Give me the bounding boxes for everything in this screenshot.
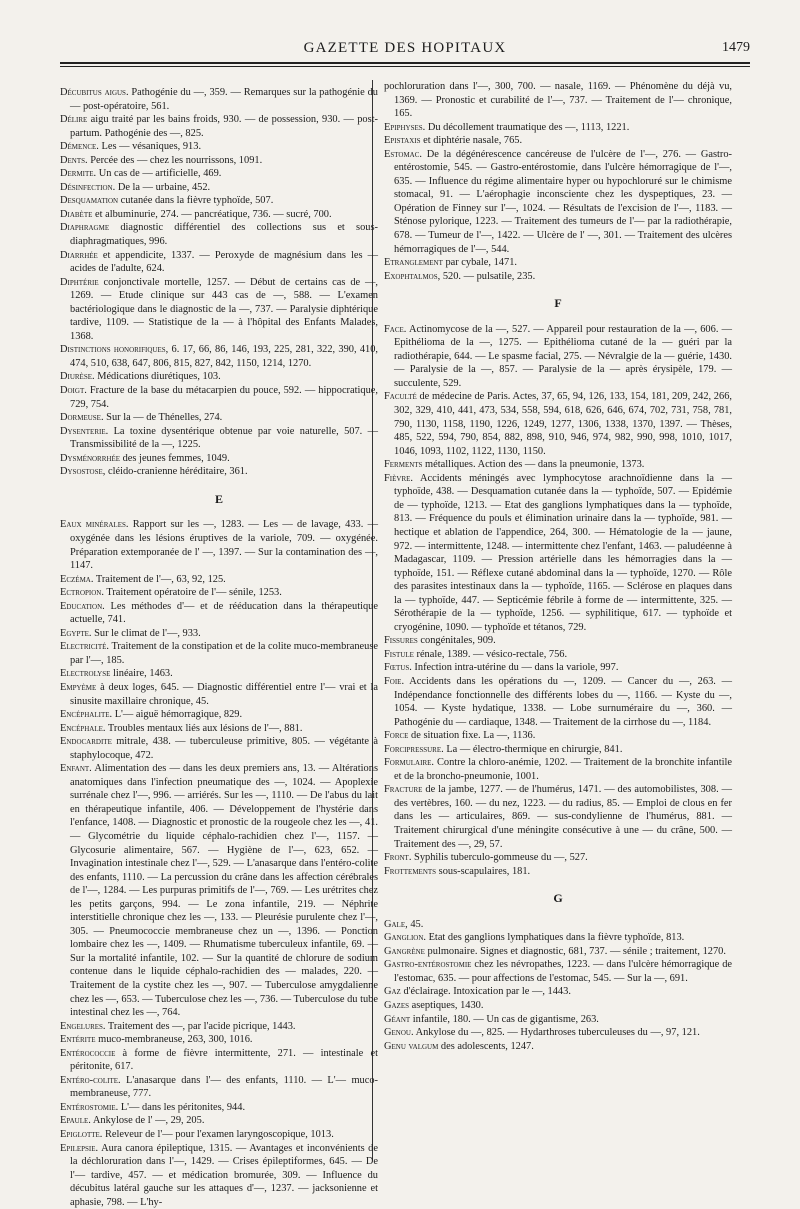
entry-term: Estomac. [384,148,422,160]
entry-text: De la dégénérescence cancéreuse de l'ulcère de l'—, 276. — Gastro-entérostomie, 545. — Gastro-entérostomie, dans l'ulcère hémorragique de l'—, 635. — Influence du régime alimentaire hyper ou hypochloruré sur le chimisme stomacal, 91. — L'aérophagie inconsciente chez les dyspeptiques, 23. — Opération de Finney sur l'—, 1024. — Résultats de l'excision de l'—, 1183. — Sténose pylorique, 1223. — Traitement des tumeurs de l'— par la radiothérapie, 678. — Tumeur de l'—, 1422. — Ulcère de l' —, 301. — Traitement des ulcères hémorragiques de l'—, 544. [394,148,732,255]
page-header [60,38,750,64]
index-entry [60,573,378,587]
entry-text: chez les névropathes, 1223. — dans l'ulcère hémorragique de l'estomac, 635. — pour affections de l'estomac, 545. — Sur la —, 691. [394,959,732,984]
index-entry [60,1020,378,1034]
index-entry [60,681,378,708]
entry-text: muco-membraneuse, 263, 300, 1016. [95,1034,253,1046]
entry-term: Encéphalite. [60,709,113,721]
entry-term: Encéphale. [60,722,106,734]
index-entry [384,148,732,256]
entry-term: Epistaxis [384,135,421,147]
entry-term: Dysenterie. [60,425,109,437]
entries-e [60,518,378,1209]
entry-text: mitrale, 438. — tuberculeuse primitive, 805. — végétante à staphylocoque, 472. [70,736,378,761]
index-entry [384,121,732,135]
index-entry [384,472,732,635]
entries-d [60,86,378,479]
index-entry [60,722,378,736]
index-entry [384,634,732,648]
index-entry [384,851,732,865]
entry-text: diagnostic différentiel des collections sus et sous-diaphragmatiques, 996. [70,222,378,248]
entry-term: Entérite [60,1034,96,1046]
entry-term: Epilepsie. [60,1142,99,1154]
index-entry [60,1033,378,1047]
left-column [60,86,378,1209]
entry-term: Epaule. [60,1115,91,1127]
entry-text: L'— aiguë hémorragique, 829. [112,709,243,721]
entry-text: 520. — pulsatile, 235. [440,270,536,282]
entry-text: aigu traité par les bains froids, 930. — de possession, 930. — post-partum. Pathogénie des —, 825. [70,114,378,139]
index-entry [60,1074,378,1101]
entry-text: La — électro-thermique en chirurgie, 841. [443,743,623,755]
section-letter-e: E [214,491,223,506]
entry-term: Entérostomie. [60,1101,119,1113]
index-entry [60,384,378,411]
entry-term: Engelures. [60,1020,106,1032]
entry-term: Education. [60,600,105,612]
entry-term: Fistule [384,648,414,660]
entry-text: Rapport sur les —, 1283. — Les — de lavage, 433. — oxygénée dans les lésions éruptives de la variole, 709. — oxygénée. Préparation extemporanée de l' —, 1397. — Sur la contamination des —, 1147. [70,519,378,572]
index-entry [384,458,732,472]
index-entry [384,390,732,458]
index-entry [384,1026,732,1040]
index-entry [60,518,378,572]
index-entry [384,945,732,959]
entry-term: Empyème [60,681,97,693]
index-entry [384,729,732,743]
entry-term: Gazes [384,1000,410,1011]
index-entry [60,425,378,452]
index-entry [60,167,378,181]
index-entry [60,762,378,1019]
entry-term: Fissures [384,635,418,647]
entry-text: aseptiques, 1430. [409,1000,484,1011]
entry-term: Egypte. [60,627,92,639]
entry-term: Electrolyse [60,668,111,680]
entry-text: 6. 17, 66, 86, 146, 193, 225, 281, 322, 390, 410, 474, 510, 638, 647, 806, 815, 827, 842, 1150, 1214, 1270. [70,344,378,369]
entry-text: Médications diurétiques, 103. [94,371,221,383]
entry-term: Force [384,730,409,742]
index-entry [384,865,732,879]
entry-term: Genou. [384,1027,414,1039]
index-entry [60,154,378,168]
entry-text: de médecine de Paris. Actes, 37, 65, 94, 126, 133, 154, 181, 209, 242, 266, 302, 329, 410, 441, 473, 534, 558, 594, 618, 626, 646, 674, 702, 731, 758, 781, 790, 1130, 1158, 1190, 1226, 1249, 1277, 1306, 1338, 1370, 1397. — Thèses, 485, 522, 594, 790, 854, 882, 898, 910, 946, 974, 982, 990, 998, 1010, 1017, 1046, 1093, 1102, 1122, 1130, 1150. [394,391,732,457]
index-entry [60,343,378,370]
entry-term: Entéro-colite. [60,1074,121,1086]
entry-text: par cybale, 1471. [442,257,517,269]
index-entry [60,140,378,154]
index-entry [384,931,732,945]
entry-term: Epiphyses. [384,121,426,133]
entry-term: Gaz [384,986,401,998]
entry-term: Epiglotte. [60,1129,103,1141]
entry-text: cutanée dans la fièvre typhoïde, 507. [118,195,274,207]
entry-term: Ganglion. [384,932,426,944]
index-entry [384,675,732,729]
entry-text: 45. [407,918,424,930]
entry-text: Releveur de l'— pour l'examen laryngoscopique, 1013. [102,1129,334,1141]
entry-term: Dysménorrhée [60,452,121,464]
entry-text: infantile, 180. — Un cas de gigantisme, 263. [410,1013,599,1025]
index-entry [60,627,378,641]
index-entry [60,708,378,722]
entry-term: Gangrène [384,945,425,957]
entry-text: Accidents méningés avec lymphocytose arachnoïdienne dans la — typhoïde, 438. — Desquamation cutanée dans la — typhoïde, 507. — Epidémie de — typhoïde, 1213. — Etat des ganglions lymphatiques dans la — typhoïde, 813. — Fréquence du pouls et élimination urinaire dans la — typhoïde, 981. — hectique et ablation de l'appendice, 264, 300. — Hématologie de la — jaune, 972. — intermittente, 1248. — intermittente chez l'enfant, 1463. — paludéenne à Madagascar, 1109. — Pression artérielle dans les hémorragies dans la — typhoïde, 151. — Réflexe cutané abdominal dans la — typhoïde, 1270. — Rôle des parasites intestinaux dans la — typhoïde, 1165. — Sclérose en plaques dans la — typhoïde, 447. — Septicémie fébrile à forme de — intermittente, 325. — Sérothérapie de la — typhoïde, 1256. — syphilitique, 617. — typhoïde et cryogénine, 1090. — typhoïde et tétanos, 729. [394,472,732,633]
entry-text: linéaire, 1463. [110,668,173,680]
index-entry [60,181,378,195]
index-entry [384,134,732,148]
index-entry [60,370,378,384]
index-entry [60,1101,378,1115]
entry-term: Décubitus aigus. [60,87,129,98]
entry-term: Face. [384,323,407,335]
index-entry [60,249,378,276]
header-rule-thick [60,62,750,64]
entry-text: et albuminurie, 274. — pancréatique, 736. — sucré, 700. [92,208,332,220]
entry-text: L'— dans les péritonites, 944. [118,1101,246,1113]
index-entry [384,985,732,999]
entry-term: Endocardite [60,736,112,748]
entry-term: Fracture [384,784,423,796]
entry-term: Diurèse. [60,371,95,383]
header-rule-thin [60,66,750,67]
entry-text: Du décollement traumatique des —, 1113, 1221. [425,121,630,133]
entry-text: Aura canora épileptique, 1315. — Avantages et inconvénients de la déchloruration dans l'—, 1429. — Crises épileptiformes, 645. — De l'— tardive, 457. — et médication bromurée, 309. — Influence du décubitus latéral gauche sur les attaques d'—, 1237. — jacksonienne et aphasie, 798. — L'hy- [70,1142,378,1208]
entry-text: Infection intra-utérine du — dans la variole, 997. [411,662,619,674]
entry-term: Exophtalmos, [384,270,441,282]
entry-text: Sur le climat de l'—, 933. [91,627,201,639]
entry-term: Diphtérie [60,276,99,288]
entry-term: Etranglement [384,257,443,269]
entry-text: des jeunes femmes, 1049. [120,452,230,464]
entry-text: et appendicite, 1337. — Peroxyde de magnésium dans les — acides de l'adulte, 624. [70,249,378,275]
entry-term: Formulaire. [384,757,434,769]
entry-text: rénale, 1389. — vésico-rectale, 756. [413,648,568,660]
entry-text: de la jambe, 1277. — de l'humérus, 1471. — des automobilistes, 308. — des vertèbres, 160. — du nez, 1223. — du radius, 85. — Emploi de clous en fer dans les — articulaires, 869. — sus-condylienne de l'humérus, 881. — Traitement chirurgical d'une méningite consécutive à une — du crâne, 500. — Traitement des —, 29, 57. [394,784,732,850]
entry-text: De la — urbaine, 452. [115,181,211,193]
entry-text: Les méthodes d'— et de rééducation dans la thérapeutique actuelle, 741. [70,600,378,626]
entry-text: de situation fixe. La —, 1136. [408,730,536,742]
index-entry [60,1047,378,1074]
entry-term: Electricité. [60,641,109,653]
entry-term: Doigt. [60,385,87,397]
entry-term: Entérococcie [60,1047,116,1059]
journal-title: GAZETTE DES HOPITAUX [303,40,507,56]
entry-text: Percée des — chez les nourrissons, 1091. [87,154,263,166]
section-letter-f: F [554,296,562,311]
index-entry [60,640,378,667]
entry-text: conjonctivale mortelle, 1257. — Début de certains cas de —, 1269. — Etude clinique sur 443 cas de —, 588. — L'examen bactériologique dans le diagnostic de la —, 737. — Paralysie diphtérique tardive, 1109. — Statistique de la — à l'hôpital des Enfants Malades, 1368. [70,276,378,342]
entry-text: Troubles mentaux liés aux lésions de l'—, 881. [105,722,303,734]
entry-term: Dysostose, [60,466,106,478]
index-entry [384,1040,732,1054]
entry-text: à deux loges, 645. — Diagnostic différentiel entre l'— vrai et la sinusite maxillaire chronique, 45. [70,681,378,707]
index-entry [384,756,732,783]
entry-term: Eaux minérales. [60,519,129,531]
entry-term: Faculté [384,391,417,403]
index-entry [60,86,378,113]
entry-term: Fièvre. [384,472,413,484]
entry-term: Gale, [384,918,408,930]
entry-term: Ferments [384,459,423,471]
index-entry [60,221,378,248]
index-entry [60,113,378,140]
index-entry [60,735,378,762]
index-entry [60,1128,378,1142]
entries-g [384,918,732,1053]
index-entry [60,208,378,222]
entry-text: Traitement des —, par l'acide picrique, 1443. [105,1020,296,1032]
entry-text: L'anasarque dans l'— des enfants, 1110. — L'— muco-membraneuse, 777. [70,1074,378,1100]
entry-text: Etat des ganglions lymphatiques dans la fièvre typhoïde, 813. [425,932,685,944]
entry-text: pulmonaire. Signes et diagnostic, 681, 737. — sénile ; traitement, 1270. [424,945,726,957]
entry-term: Dents. [60,154,88,166]
entry-term: Ectropion. [60,587,104,599]
index-entry [384,1013,732,1027]
entry-text: Actinomycose de la —, 527. — Appareil pour restauration de la —, 606. — Epithélioma de la —, 1275. — Epithélioma cutané de la — guéri par la radiothérapie, 644. — Le spasme facial, 275. — Névralgie de la — guérie, 1430. — Paralysie de la —, 857. — Paralysie de la — après érysipèle, 179. — succulente, 529. [394,323,732,389]
index-entry [384,958,732,985]
section-letter-g: G [553,891,563,906]
entry-term: Forcipressure. [384,743,444,755]
entry-term: Diabète [60,208,93,220]
entry-text: Traitement de la constipation et de la colite muco-membraneuse par l'—, 185. [70,641,378,666]
entry-text: Sur la — de Thénelles, 274. [103,412,223,424]
entry-term: Dermite. [60,168,97,180]
index-entry [384,256,732,270]
entry-term: Desquamation [60,195,119,207]
index-entry [60,452,378,466]
continuation-text: pochloruration dans l'—, 300, 700. — nasale, 1169. — Phénomène du déjà vu, 1369. — Pronostic et curabilité de l'—, 737. — Traitement de l'— chronique, 165. [384,81,732,120]
entry-term: Désinfection. [60,181,116,193]
entry-text: cléido-cranienne héréditaire, 361. [105,466,248,478]
entry-text: Ankylose de l' —, 29, 205. [90,1115,205,1127]
entry-text: Traitement opératoire de l'— sénile, 1253. [103,587,282,599]
index-entry [60,600,378,627]
index-entry [60,1114,378,1128]
index-entry [384,918,732,932]
entry-text: Un cas de — artificielle, 469. [96,168,222,180]
entry-term: Eczéma. [60,573,94,585]
entry-text: Traitement de l'—, 63, 92, 125. [93,573,226,585]
index-entry [60,465,378,479]
index-entry [60,667,378,681]
entry-text: d'éclairage. Intoxication par le —, 1443. [400,986,571,998]
index-entry [384,783,732,851]
entry-term: Front. [384,852,412,864]
index-entry [384,999,732,1013]
entry-term: Géant [384,1013,411,1025]
entry-text: Alimentation des — dans les deux premiers ans, 13. — Altérations anatomiques dans l'infection pneumatique des —, 1024. — Apoplexie surrénale chez l'—, 996. — arriérés. Sur les —, 1110. — De l'abus du lait en thérapeutique infantile, 406. — Développement de l'hystérie dans l'enfance, 1408. — Diagnostic et pronostic de la rougeole chez les —, 41. — Glycométrie du liquide céphalo-rachidien chez l'—, 1157. — Glycosurie alimentaire, 567. — Hygiène de l'—, 623, 652. — Invagination intestinale chez l'—, 529. — L'anasarque dans l'entéro-colite des enfants, 1110. — La percussion du crâne dans les affection cérébrales de l'—, 1284. — Les purpuras primitifs de l'—, 769. — Les urétrites chez les petits garçons, 994. — Le zona infantile, 219. — Néphrite interstitielle chronique chez les —, 133. — Pleurésie purulente chez l'—, 305. — Pneumococcie membraneuse chez un —, 1396. — Ponction lombaire chez les —, 1409. — Rhumatisme tuberculeux infantile, 69. — Sur la mortalité infantile, 102. — Sur la quantité de chlorure de sodium contenue dans le liquide céphalo-rachidien des — malades, 220. — Traitement de la cystite chez les —, 907. — Tuberculose amygdalienne chez les —, 653. — Tuberculose chez les —, 736. — Tuberculose du tube intestinal chez les —, 764. [70,763,378,1019]
index-entry [384,743,732,757]
entry-term: Distinctions honorifiques, [60,344,169,356]
entry-term: Diarrhée [60,249,98,261]
entry-text: Syphilis tuberculo-gommeuse du —, 527. [411,852,588,864]
index-entry [60,411,378,425]
entry-text: Contre la chloro-anémie, 1202. — Traitement de la bronchite infantile et de la broncho-pneumonie, 1001. [394,757,732,782]
entry-term: Enfant. [60,763,92,775]
entry-text: et diphtérie nasale, 765. [420,135,523,147]
entry-text: Les — vésaniques, 913. [98,141,202,153]
index-entry [60,194,378,208]
entry-term: Foie. [384,675,405,687]
entry-text: Ankylose du —, 825. — Hydarthroses tuberculeuses du —, 97, 121. [413,1027,700,1039]
index-entry [60,586,378,600]
entries-e-continued [384,121,732,284]
entry-text: métalliques. Action des — dans la pneumonie, 1373. [422,459,645,471]
entry-text: congénitales, 909. [417,635,496,647]
index-entry [60,276,378,344]
entry-text: à forme de fièvre intermittente, 271. — intestinale et péritonite, 617. [70,1047,378,1073]
right-column [384,80,732,1053]
entry-text: Pathogénie du —, 359. — Remarques sur la pathogénie du — post-opératoire, 561. [70,87,378,112]
index-entry [384,270,732,284]
index-entry [384,661,732,675]
entry-term: Démence. [60,141,99,153]
index-entry [384,323,732,391]
entry-term: Délire [60,114,88,126]
page-number: 1479 [722,40,750,55]
entry-term: Diaphragme [60,222,110,234]
entry-text: des adolescents, 1247. [438,1040,534,1052]
entry-text: sous-scapulaires, 181. [436,865,531,877]
entry-term: Gastro-entérostomie [384,959,472,971]
entry-text: Fracture de la base du métacarpien du pouce, 592. — hippocratique, 729, 754. [70,385,378,410]
index-entry [60,1142,378,1209]
entries-f [384,323,732,878]
entry-text: La toxine dysentérique obtenue par voie naturelle, 507. — Transmissibilité de la —, 1225. [70,425,378,451]
index-entry [384,648,732,662]
entry-term: Frottements [384,865,437,877]
entry-term: Dormeuse. [60,412,104,424]
entry-term: Fœtus. [384,662,412,674]
entry-term: Genu valgum [384,1040,439,1052]
entry-text: Accidents dans les opérations du —, 1209. — Cancer du —, 263. — Indépendance fonctionnelle des différents lobes du —, 1166. — Kyste du —, 1054. — Kyste hydatique, 1338. — Lobe surnuméraire du —, 360. — Pathogénie du — cardiaque, 1348. — Traitement de la cirrhose du —, 1184. [394,675,732,728]
